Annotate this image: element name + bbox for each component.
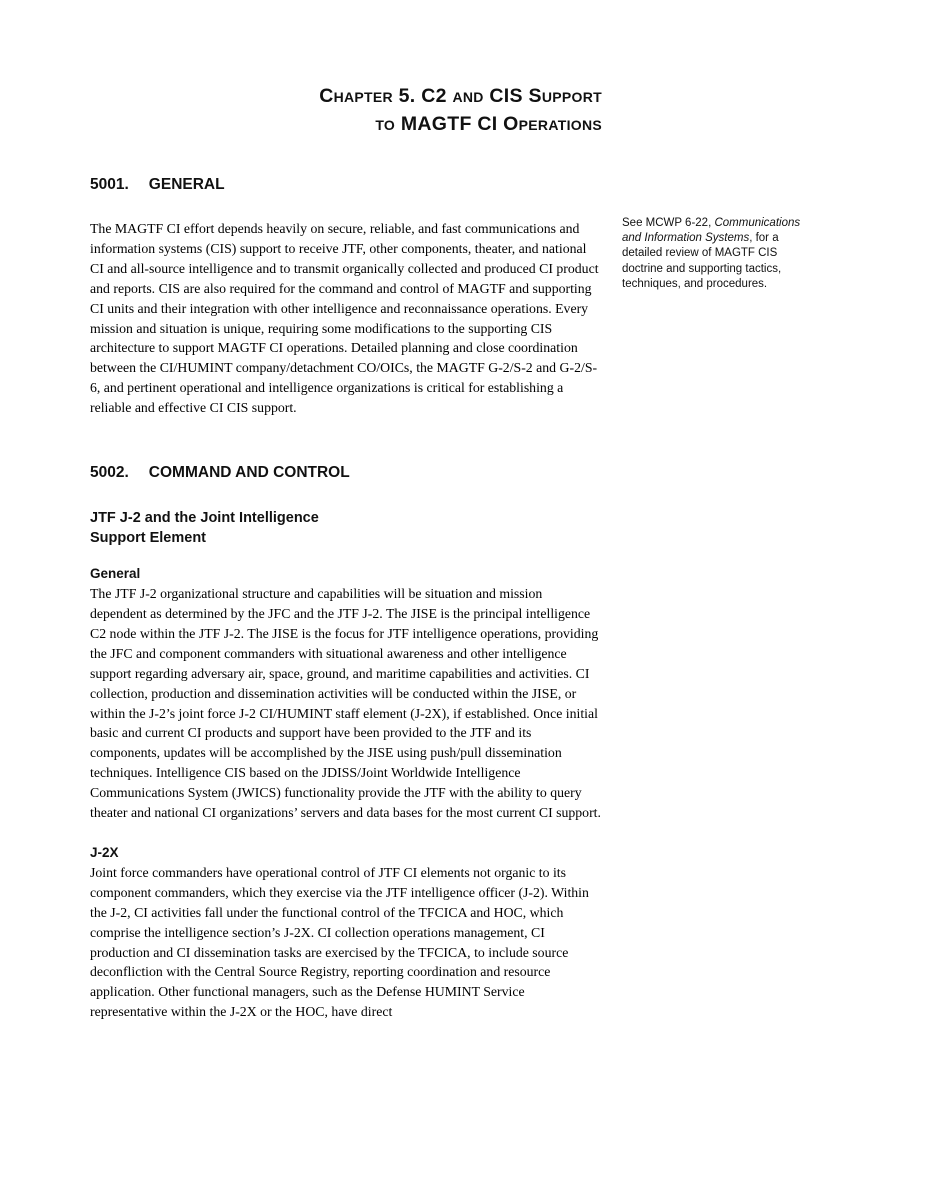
- paragraph-heading-general: General: [90, 566, 141, 582]
- subsection-heading-line2: Support Element: [90, 530, 207, 547]
- chapter-title: [90, 82, 602, 138]
- section-heading-5002: [90, 464, 602, 482]
- chapter-title-line1: Chapter 5. C2 and CIS Support: [319, 85, 602, 107]
- section-number: 5002.: [90, 464, 129, 482]
- margin-note-text-end: , for a detailed review of MAGTF CIS doctrine and supporting tactics, techniques, and procedures.: [622, 232, 782, 290]
- main-text-column: [90, 176, 602, 1022]
- paragraph-heading-j2x: J-2X: [90, 844, 119, 860]
- section-5001-paragraph: The MAGTF CI effort depends heavily on secure, reliable, and fast communications and information systems (CIS) support to receive JTF, other components, theater, and national CI and all-source intelligence and to transmit organically collected and produced CI product and reports. CIS are also required for the command and control of MAGTF and supporting CI units and their integration with other intelligence and reconnaissance operations. Every mission and situation is unique, requiring some modifications to the supporting CIS architecture to support MAGTF CI operations. Detailed planning and close coordination between the CI/HUMINT company/detachment CO/OICs, the MAGTF G-2/S-2 and G-2/S-6, and pertinent operational and intelligence organizations is critical for establishing a reliable and effective CI CIS support.: [90, 221, 599, 416]
- subsection-heading-jtf-j2-jise: [90, 508, 602, 548]
- section-title: GENERAL: [148, 176, 225, 193]
- j2x-paragraph: Joint force commanders have operational control of JTF CI elements not organic to its component commanders, which they exercise via the JTF intelligence officer (J-2). Within the J-2, CI activities fall under the functional control of the TFCICA and HOC, which comprise the intelligence section’s J-2X. CI collection operations management, CI production and CI dissemination tasks are exercised by the TFCICA, to include source deconfliction with the Central Source Registry, reporting coordination and resource application. Other functional managers, such as the Defense HUMINT Service representative within the J-2X or the HOC, have direct: [90, 864, 589, 1020]
- margin-note: [622, 216, 804, 292]
- margin-note-text-start: See MCWP 6-22,: [622, 217, 715, 229]
- section-heading-5001: [90, 176, 602, 194]
- section-number: 5001.: [90, 176, 129, 193]
- section-title: COMMAND AND CONTROL: [148, 464, 350, 482]
- chapter-title-line2: to MAGTF CI Operations: [375, 113, 602, 135]
- general-paragraph: The JTF J-2 organizational structure and capabilities will be situation and mission dependent as determined by the JFC and the JTF J-2. The JISE is the principal intelligence C2 node within the JTF J-2. The JISE is the focus for JTF intelligence operations, providing the JFC and component commanders with situational awareness and other intelligence support regarding adversary air, space, ground, and maritime capabilities and activities. CI collection, production and dissemination activities will be conducted within the JISE, or within the J-2’s joint force J-2 CI/HUMINT staff element (J-2X), if established. Once initial basic and current CI products and support have been provided to the JTF and its components, updates will be accomplished by the JISE using push/pull dissemination techniques. Intelligence CIS based on the JDISS/Joint Worldwide Intelligence Communications System (JWICS) functionality provide the JTF with the ability to query theater and national CI organizations’ servers and data bases for the most current CI support.: [90, 586, 601, 821]
- subsection-heading-line1: JTF J-2 and the Joint Intelligence: [90, 510, 319, 527]
- margin-note-publication-title: Communications and Information Systems: [622, 217, 801, 245]
